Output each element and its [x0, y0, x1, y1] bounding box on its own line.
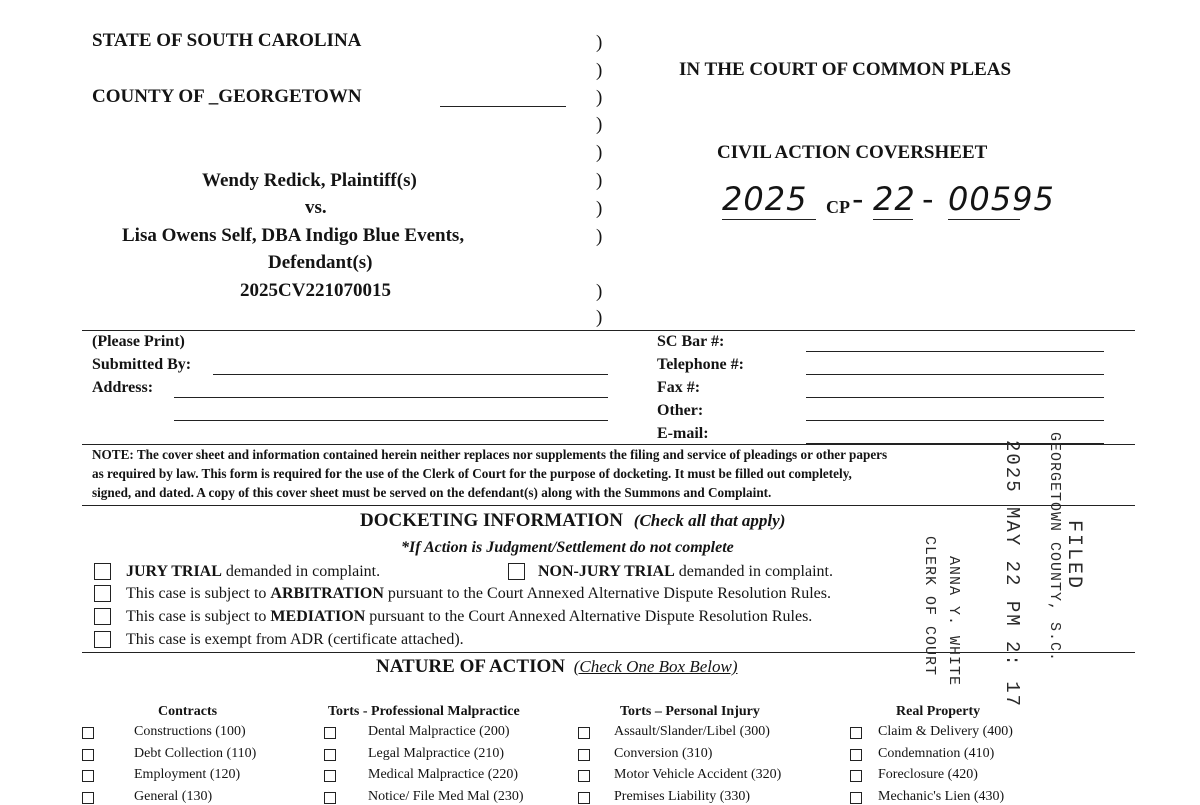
other-label: Other:: [657, 402, 704, 419]
adr-exempt-checkbox[interactable]: [94, 631, 111, 648]
general-label: General (130): [134, 789, 213, 804]
mechanics-lien-label: Mechanic's Lien (430): [878, 789, 1005, 804]
fax-label: Fax #:: [657, 379, 701, 396]
defendant-name: Lisa Owens Self, DBA Indigo Blue Events,: [122, 225, 465, 246]
personal-injury-column-title: Torts – Personal Injury: [620, 704, 760, 719]
assault-slander-libel-checkbox[interactable]: [578, 727, 590, 739]
county-underline: [440, 106, 566, 107]
versus-label: vs.: [305, 197, 327, 218]
assault-slander-libel-label: Assault/Slander/Libel (300): [614, 724, 770, 739]
malpractice-column-title: Torts - Professional Malpractice: [328, 704, 520, 719]
plaintiff-name: Wendy Redick, Plaintiff(s): [202, 170, 417, 191]
docketing-heading: DOCKETING INFORMATION (Check all that apply): [360, 510, 786, 531]
mediation-label: This case is subject to MEDIATION pursuant to the Court Annexed Alternative Dispute Resolution Rules.: [126, 608, 813, 625]
address-label: Address:: [92, 379, 154, 396]
debt-collection-label: Debt Collection (110): [134, 746, 257, 761]
general-checkbox[interactable]: [82, 792, 94, 804]
other-field[interactable]: [806, 420, 1104, 421]
note-line-3: signed, and dated. A copy of this cover sheet must be served on the defendant(s) along with the Summons and Complaint.: [92, 485, 772, 500]
case-county-code: 22: [873, 180, 916, 218]
arbitration-label: This case is subject to ARBITRATION pursuant to the Court Annexed Alternative Dispute Resolution Rules.: [126, 585, 831, 602]
telephone-label: Telephone #:: [657, 356, 744, 373]
court-name: IN THE COURT OF COMMON PLEAS: [679, 59, 1012, 80]
employment-label: Employment (120): [134, 767, 241, 782]
contracts-column-title: Contracts: [158, 704, 218, 719]
legal-malpractice-checkbox[interactable]: [324, 749, 336, 761]
county-label: COUNTY OF _GEORGETOWN: [92, 86, 362, 107]
stamp-clerk-name: ANNA Y. WHITE: [945, 556, 962, 687]
defendant-role: Defendant(s): [268, 252, 373, 273]
constructions-checkbox[interactable]: [82, 727, 94, 739]
conversion-label: Conversion (310): [614, 746, 713, 761]
foreclosure-checkbox[interactable]: [850, 770, 862, 782]
legal-malpractice-label: Legal Malpractice (210): [368, 746, 505, 761]
non-jury-trial-label: NON-JURY TRIAL demanded in complaint.: [538, 563, 833, 580]
submitted-by-field[interactable]: [213, 374, 608, 375]
condemnation-checkbox[interactable]: [850, 749, 862, 761]
premises-liability-checkbox[interactable]: [578, 792, 590, 804]
note-line-2: as required by law. This form is required for the use of the Clerk of Court for the purpose of docketing. It must be filled out completely,: [92, 466, 852, 481]
fax-field[interactable]: [806, 397, 1104, 398]
claim-delivery-checkbox[interactable]: [850, 727, 862, 739]
employment-checkbox[interactable]: [82, 770, 94, 782]
email-label: E-mail:: [657, 425, 709, 442]
stamp-clerk-title: CLERK OF COURT: [921, 536, 938, 677]
address-field-1[interactable]: [174, 397, 608, 398]
foreclosure-label: Foreclosure (420): [878, 767, 978, 782]
dental-malpractice-label: Dental Malpractice (200): [368, 724, 510, 739]
form-title: CIVIL ACTION COVERSHEET: [717, 142, 988, 163]
notice-file-med-mal-label: Notice/ File Med Mal (230): [368, 789, 524, 804]
case-year: 2025: [722, 180, 808, 218]
nature-heading: NATURE OF ACTION (Check One Box Below): [376, 656, 738, 677]
case-cp: CP: [826, 197, 850, 217]
rule-nature-top: [82, 652, 1135, 653]
case-sequence: 00595: [948, 180, 1055, 218]
arbitration-checkbox[interactable]: [94, 585, 111, 602]
case-reference: 2025CV221070015: [240, 280, 391, 301]
address-field-2[interactable]: [174, 420, 608, 421]
stamp-county: GEORGETOWN COUNTY, S.C.: [1046, 432, 1063, 663]
rule-docketing-top: [82, 505, 1135, 506]
mechanics-lien-checkbox[interactable]: [850, 792, 862, 804]
notice-file-med-mal-checkbox[interactable]: [324, 792, 336, 804]
medical-malpractice-checkbox[interactable]: [324, 770, 336, 782]
docketing-subnote: *If Action is Judgment/Settlement do not complete: [401, 539, 734, 556]
adr-exempt-label: This case is exempt from ADR (certificate attached).: [126, 631, 464, 648]
motor-vehicle-accident-label: Motor Vehicle Accident (320): [614, 767, 782, 782]
motor-vehicle-accident-checkbox[interactable]: [578, 770, 590, 782]
non-jury-trial-checkbox[interactable]: [508, 563, 525, 580]
rule-note-top: [82, 444, 1135, 445]
rule-top: [82, 330, 1135, 331]
real-property-column-title: Real Property: [896, 704, 981, 719]
mediation-checkbox[interactable]: [94, 608, 111, 625]
dental-malpractice-checkbox[interactable]: [324, 727, 336, 739]
claim-delivery-label: Claim & Delivery (400): [878, 724, 1013, 739]
debt-collection-checkbox[interactable]: [82, 749, 94, 761]
premises-liability-label: Premises Liability (330): [614, 789, 751, 804]
conversion-checkbox[interactable]: [578, 749, 590, 761]
condemnation-label: Condemnation (410): [878, 746, 995, 761]
submitted-by-label: Submitted By:: [92, 356, 192, 373]
jury-trial-checkbox[interactable]: [94, 563, 111, 580]
sc-bar-label: SC Bar #:: [657, 333, 725, 350]
telephone-field[interactable]: [806, 374, 1104, 375]
stamp-filed: FILED: [1062, 520, 1085, 591]
sc-bar-field[interactable]: [806, 351, 1104, 352]
jury-trial-label: JURY TRIAL demanded in complaint.: [126, 563, 381, 580]
please-print-label: (Please Print): [92, 333, 185, 350]
medical-malpractice-label: Medical Malpractice (220): [368, 767, 519, 782]
constructions-label: Constructions (100): [134, 724, 246, 739]
stamp-date: 2025 MAY 22 PM 2: 17: [1001, 440, 1023, 709]
note-line-1: NOTE: The cover sheet and information contained herein neither replaces nor supplements the filing and service of pleadings or other papers: [92, 447, 888, 462]
state-label: STATE OF SOUTH CAROLINA: [92, 30, 362, 51]
